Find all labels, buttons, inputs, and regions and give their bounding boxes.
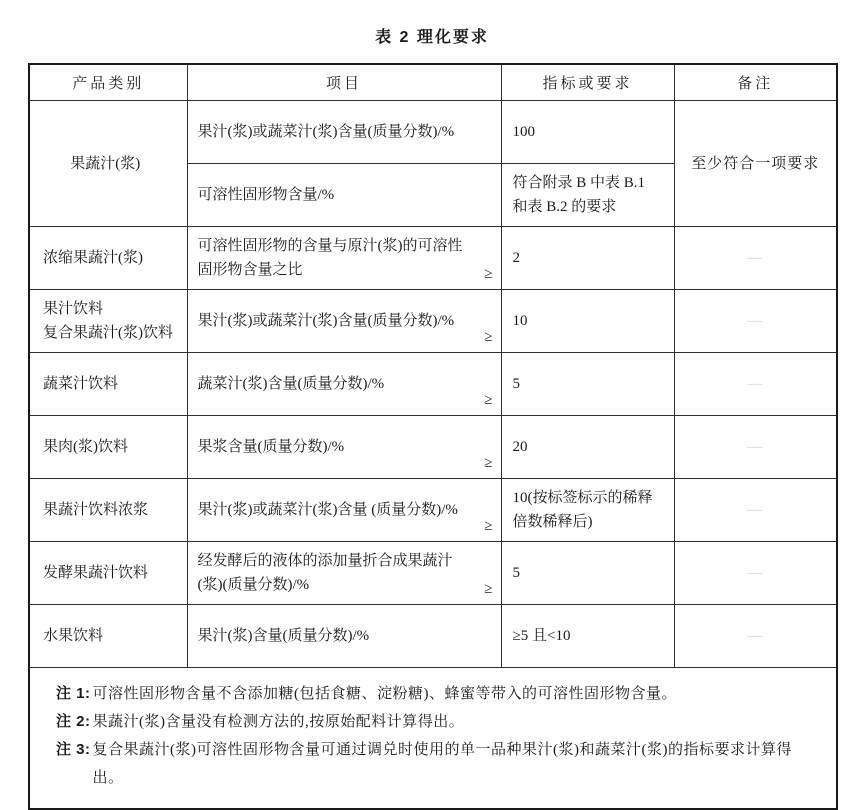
table-row (29, 101, 837, 164)
remark-cell: — (674, 605, 837, 668)
notes-row (29, 668, 837, 810)
item-text: 经发酵后的液体的添加量折合成果蔬汁(浆)(质量分数)/% (197, 553, 453, 593)
table-row (29, 605, 837, 668)
indicator-cell: 5 (501, 353, 674, 416)
item-cell (187, 290, 501, 353)
indicator-cell: 符合附录 B 中表 B.1 和表 B.2 的要求 (501, 164, 674, 227)
item-text: 果汁(浆)或蔬菜汁(浆)含量(质量分数)/% (197, 313, 455, 329)
indicator-cell: 100 (501, 101, 674, 164)
remark-cell: — (674, 353, 837, 416)
column-header-remark: 备注 (674, 64, 837, 101)
indicator-cell: 20 (501, 416, 674, 479)
category-cell: 发酵果蔬汁饮料 (29, 542, 187, 605)
table-caption: 表 2 理化要求 (375, 29, 489, 46)
category-line: 复合果蔬汁(浆)饮料 (43, 325, 173, 341)
note-text: 可溶性固形物含量不含添加糖(包括食糖、淀粉糖)、蜂蜜等带入的可溶性固形物含量。 (92, 686, 678, 702)
note-label: 注 3: (56, 741, 91, 758)
table-body (29, 101, 837, 668)
remark-cell: 至少符合一项要求 (674, 101, 837, 227)
table-header (29, 64, 837, 101)
item-text: 可溶性固形物的含量与原汁(浆)的可溶性固形物含量之比 (197, 238, 463, 278)
remark-cell: — (674, 290, 837, 353)
table-row (29, 353, 837, 416)
gte-operator: ≥ (484, 266, 493, 282)
category-cell: 水果饮料 (29, 605, 187, 668)
header-row (29, 64, 837, 101)
remark-cell: — (674, 542, 837, 605)
item-cell (187, 542, 501, 605)
gte-operator: ≥ (484, 455, 493, 471)
table-row (29, 290, 837, 353)
remark-cell: — (674, 416, 837, 479)
item-text: 蔬菜汁(浆)含量(质量分数)/% (197, 376, 385, 392)
item-text: 果浆含量(质量分数)/% (197, 439, 345, 455)
gte-operator: ≥ (484, 518, 493, 534)
note-label: 注 1: (56, 685, 91, 702)
table-row (29, 542, 837, 605)
column-header-item: 项目 (187, 64, 501, 101)
notes-cell (29, 668, 837, 810)
indicator-cell: 10 (501, 290, 674, 353)
note-item (56, 736, 818, 792)
column-header-indicator: 指标或要求 (501, 64, 674, 101)
remark-cell: — (674, 227, 837, 290)
gte-operator: ≥ (484, 392, 493, 408)
notes-section (29, 668, 837, 810)
item-text: 可溶性固形物含量/% (197, 187, 335, 203)
category-cell (29, 290, 187, 353)
remark-cell: — (674, 479, 837, 542)
gte-operator: ≥ (484, 581, 493, 597)
table-row (29, 227, 837, 290)
item-cell (187, 353, 501, 416)
item-cell (187, 605, 501, 668)
note-text: 果蔬汁(浆)含量没有检测方法的,按原始配料计算得出。 (92, 714, 465, 730)
item-text: 果汁(浆)或蔬菜汁(浆)含量 (质量分数)/% (197, 502, 458, 518)
indicator-cell: 10(按标签标示的稀释倍数稀释后) (501, 479, 674, 542)
item-text: 果汁(浆)或蔬菜汁(浆)含量(质量分数)/% (197, 124, 455, 140)
item-cell (187, 416, 501, 479)
phys-chem-table (28, 63, 838, 810)
category-cell: 蔬菜汁饮料 (29, 353, 187, 416)
category-cell: 果蔬汁(浆) (29, 101, 187, 227)
table-row (29, 416, 837, 479)
category-cell: 浓缩果蔬汁(浆) (29, 227, 187, 290)
item-cell (187, 479, 501, 542)
item-text: 果汁(浆)含量(质量分数)/% (197, 628, 370, 644)
category-cell: 果肉(浆)饮料 (29, 416, 187, 479)
category-cell: 果蔬汁饮料浓浆 (29, 479, 187, 542)
item-cell (187, 101, 501, 164)
gte-operator: ≥ (484, 329, 493, 345)
item-cell (187, 164, 501, 227)
indicator-cell: 2 (501, 227, 674, 290)
indicator-cell: ≥5 且<10 (501, 605, 674, 668)
column-header-category: 产品类别 (29, 64, 187, 101)
category-line: 果汁饮料 (43, 301, 104, 317)
table-row (29, 479, 837, 542)
indicator-cell: 5 (501, 542, 674, 605)
item-cell (187, 227, 501, 290)
note-item (56, 680, 818, 708)
note-item (56, 708, 818, 736)
note-text: 复合果蔬汁(浆)可溶性固形物含量可通过调兑时使用的单一品种果汁(浆)和蔬菜汁(浆)的指标要求计算得出。 (92, 742, 792, 786)
note-label: 注 2: (56, 713, 91, 730)
